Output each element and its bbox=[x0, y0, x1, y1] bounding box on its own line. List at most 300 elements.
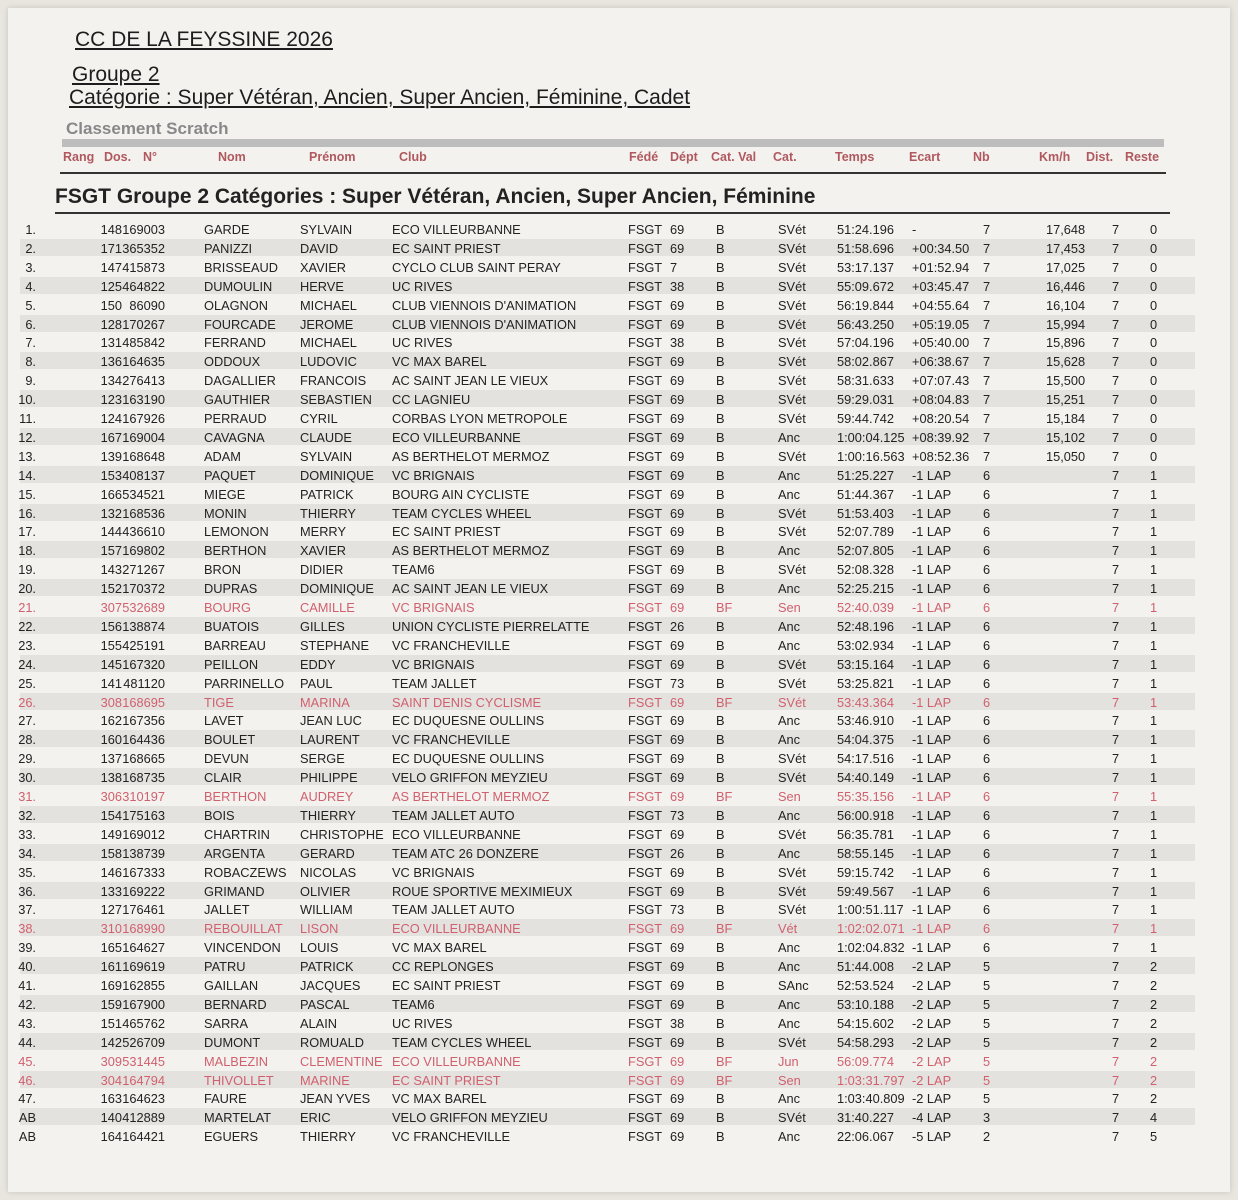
cell-fede: FSGT bbox=[628, 694, 663, 710]
cell-reste: 0 bbox=[1150, 373, 1158, 389]
cell-dist: 7 bbox=[1112, 278, 1120, 294]
cell-dos: 156 bbox=[100, 618, 122, 634]
cell-fede: FSGT bbox=[628, 297, 663, 313]
cell-temps: 56:43.250 bbox=[837, 316, 894, 332]
cell-reste: 2 bbox=[1150, 1015, 1158, 1031]
table-row bbox=[20, 598, 1195, 615]
cell-ecart: -1 LAP bbox=[912, 883, 952, 899]
cell-dept: 69 bbox=[670, 694, 685, 710]
cell-dos: 304 bbox=[100, 1072, 122, 1088]
cell-prenom: EDDY bbox=[300, 656, 336, 672]
cell-temps: 51:24.196 bbox=[837, 222, 894, 237]
cell-cat: SVét bbox=[778, 864, 806, 880]
cell-ecart: +08:52.36 bbox=[912, 448, 970, 464]
cell-catval: B bbox=[716, 883, 725, 899]
cell-num: 138739 bbox=[122, 845, 165, 861]
cell-dept: 69 bbox=[670, 637, 685, 653]
cell-kmh: 15,500 bbox=[1046, 373, 1086, 389]
cell-temps: 56:09.774 bbox=[837, 1053, 894, 1069]
cell-reste: 1 bbox=[1150, 940, 1158, 956]
cell-nom: BOIS bbox=[204, 807, 235, 823]
cell-temps: 57:04.196 bbox=[837, 335, 894, 351]
cell-dept: 69 bbox=[670, 524, 685, 540]
cell-club: ECO VILLEURBANNE bbox=[392, 921, 521, 937]
cell-club: TEAM6 bbox=[392, 562, 435, 578]
cell-cat: SVét bbox=[778, 883, 806, 899]
table-row bbox=[20, 900, 1195, 917]
cell-ecart: -2 LAP bbox=[912, 1034, 952, 1050]
cell-prenom: JEAN LUC bbox=[300, 713, 362, 729]
cell-fede: FSGT bbox=[628, 1034, 663, 1050]
cell-temps: 56:35.781 bbox=[837, 826, 894, 842]
cell-dept: 73 bbox=[670, 675, 685, 691]
cell-dos: 153 bbox=[100, 467, 122, 483]
cell-club: TEAM CYCLES WHEEL bbox=[392, 1034, 532, 1050]
cell-rang: AB bbox=[18, 1129, 36, 1145]
cell-catval: B bbox=[716, 392, 725, 408]
table-row bbox=[20, 258, 1195, 275]
cell-rang: 17. bbox=[18, 524, 36, 540]
cell-dept: 69 bbox=[670, 505, 685, 521]
cell-dept: 73 bbox=[670, 902, 685, 918]
cell-rang: 11. bbox=[19, 411, 36, 426]
cell-nom: MARTELAT bbox=[204, 1110, 272, 1126]
cell-dept: 69 bbox=[670, 222, 685, 237]
cell-ecart: -5 LAP bbox=[912, 1129, 952, 1145]
cell-fede: FSGT bbox=[628, 1091, 663, 1107]
cell-rang: 4. bbox=[25, 278, 36, 294]
cell-temps: 54:15.602 bbox=[837, 1015, 894, 1031]
cell-ecart: -1 LAP bbox=[912, 807, 952, 823]
cell-ecart: -1 LAP bbox=[912, 694, 952, 710]
cell-num: 425191 bbox=[122, 637, 165, 653]
cell-reste: 1 bbox=[1150, 713, 1158, 729]
table-row bbox=[20, 787, 1195, 804]
cell-reste: 1 bbox=[1150, 675, 1158, 691]
cell-club: ROUE SPORTIVE MEXIMIEUX bbox=[392, 883, 573, 899]
cell-ecart: +05:19.05 bbox=[912, 316, 970, 332]
cell-cat: SVét bbox=[778, 222, 806, 237]
cell-dept: 69 bbox=[670, 486, 685, 502]
cell-temps: 1:00:04.125 bbox=[837, 429, 905, 445]
cell-dist: 7 bbox=[1112, 656, 1120, 672]
cell-fede: FSGT bbox=[628, 826, 663, 842]
cell-nb: 6 bbox=[983, 600, 991, 615]
cell-prenom: CYRIL bbox=[300, 411, 338, 426]
cell-rang: 8. bbox=[25, 354, 36, 370]
cell-dept: 26 bbox=[670, 618, 685, 634]
table-row bbox=[20, 579, 1195, 596]
cell-rang: 23. bbox=[18, 637, 36, 653]
cell-fede: FSGT bbox=[628, 486, 663, 502]
cell-ecart: -1 LAP bbox=[912, 562, 952, 578]
cell-nb: 6 bbox=[983, 732, 991, 748]
cell-catval: B bbox=[716, 354, 725, 370]
cell-reste: 1 bbox=[1150, 883, 1158, 899]
cell-temps: 55:09.672 bbox=[837, 278, 894, 294]
cell-club: EC SAINT PRIEST bbox=[392, 978, 501, 993]
cell-dept: 69 bbox=[670, 1034, 685, 1050]
cell-rang: 35. bbox=[18, 864, 36, 880]
cell-fede: FSGT bbox=[628, 600, 663, 615]
cell-rang: 41. bbox=[18, 978, 36, 993]
cell-prenom: LOUIS bbox=[300, 940, 339, 956]
cell-num: 526709 bbox=[122, 1034, 165, 1050]
cell-catval: B bbox=[716, 543, 725, 559]
cell-catval: B bbox=[716, 996, 725, 1012]
cell-catval: B bbox=[716, 732, 725, 748]
cell-ecart: -2 LAP bbox=[912, 978, 952, 993]
cell-club: VC FRANCHEVILLE bbox=[392, 1129, 511, 1145]
cell-num: 408137 bbox=[122, 467, 165, 483]
cell-nb: 5 bbox=[983, 1072, 991, 1088]
cell-dept: 69 bbox=[670, 543, 685, 559]
cell-reste: 2 bbox=[1150, 978, 1158, 993]
cell-club: TEAM JALLET AUTO bbox=[392, 807, 515, 823]
cell-temps: 54:17.516 bbox=[837, 751, 894, 767]
cell-prenom: GERARD bbox=[300, 845, 355, 861]
table-row bbox=[20, 277, 1195, 294]
col-rang: Rang bbox=[63, 150, 95, 164]
cell-nom: BRISSEAUD bbox=[204, 259, 278, 275]
cell-num: 176461 bbox=[122, 902, 165, 918]
cell-ecart: -1 LAP bbox=[912, 675, 952, 691]
cell-catval: B bbox=[716, 1129, 725, 1145]
cell-nom: MIEGE bbox=[204, 486, 246, 502]
section-title: FSGT Groupe 2 Catégories : Super Vétéran, Ancien, Super Ancien, Féminine bbox=[55, 185, 816, 208]
cell-temps: 59:49.567 bbox=[837, 883, 894, 899]
cell-prenom: DIDIER bbox=[300, 562, 344, 578]
cell-temps: 56:00.918 bbox=[837, 807, 894, 823]
cell-club: EC SAINT PRIEST bbox=[392, 1072, 501, 1088]
cell-catval: B bbox=[716, 675, 725, 691]
table-row bbox=[20, 863, 1195, 880]
col-club: Club bbox=[399, 150, 427, 164]
cell-rang: 40. bbox=[18, 959, 36, 975]
cell-fede: FSGT bbox=[628, 656, 663, 672]
cell-dist: 7 bbox=[1112, 826, 1120, 842]
cell-nb: 6 bbox=[983, 524, 991, 540]
cell-kmh: 15,102 bbox=[1046, 429, 1086, 445]
cell-dept: 69 bbox=[670, 789, 685, 804]
cell-nb: 6 bbox=[983, 751, 991, 767]
cell-num: 531445 bbox=[122, 1053, 165, 1069]
cell-cat: Anc bbox=[778, 581, 801, 597]
cell-ecart: -1 LAP bbox=[912, 524, 952, 540]
cell-catval: B bbox=[716, 959, 725, 975]
cell-catval: B bbox=[716, 411, 725, 426]
cell-rang: 19. bbox=[18, 562, 36, 578]
categories-title: Catégorie : Super Vétéran, Ancien, Super Ancien, Féminine, Cadet bbox=[69, 86, 691, 109]
cell-club: ECO VILLEURBANNE bbox=[392, 1053, 521, 1069]
cell-cat: SVét bbox=[778, 826, 806, 842]
cell-rang: 15. bbox=[18, 486, 36, 502]
cell-cat: SVét bbox=[778, 373, 806, 389]
cell-prenom: CAMILLE bbox=[300, 600, 355, 615]
cell-prenom: MERRY bbox=[300, 524, 346, 540]
cell-club: VC BRIGNAIS bbox=[392, 600, 475, 615]
cell-fede: FSGT bbox=[628, 770, 663, 786]
cell-temps: 1:02:02.071 bbox=[837, 921, 905, 937]
cell-dos: 169 bbox=[100, 978, 122, 993]
cell-nom: PEILLON bbox=[204, 656, 259, 672]
cell-reste: 1 bbox=[1150, 864, 1158, 880]
cell-prenom: SERGE bbox=[300, 751, 345, 767]
cell-nb: 6 bbox=[983, 543, 991, 559]
cell-nom: ROBACZEWS bbox=[204, 864, 287, 880]
cell-cat: Anc bbox=[778, 996, 801, 1012]
cell-fede: FSGT bbox=[628, 429, 663, 445]
table-row bbox=[20, 315, 1195, 332]
cell-fede: FSGT bbox=[628, 732, 663, 748]
cell-dist: 7 bbox=[1112, 392, 1120, 408]
cell-prenom: WILLIAM bbox=[300, 902, 353, 918]
cell-dos: 146 bbox=[100, 864, 122, 880]
cell-rang: 1. bbox=[25, 222, 36, 237]
cell-nb: 6 bbox=[983, 486, 991, 502]
cell-catval: B bbox=[716, 1091, 725, 1107]
cell-reste: 0 bbox=[1150, 448, 1158, 464]
cell-prenom: XAVIER bbox=[300, 259, 346, 275]
cell-dept: 69 bbox=[670, 373, 685, 389]
cell-club: VC MAX BAREL bbox=[392, 940, 487, 956]
cell-ecart: -1 LAP bbox=[912, 637, 952, 653]
cell-dist: 7 bbox=[1112, 675, 1120, 691]
cell-nom: THIVOLLET bbox=[204, 1072, 274, 1088]
cell-num: 167926 bbox=[122, 411, 165, 426]
cell-dept: 38 bbox=[670, 1015, 685, 1031]
cell-num: 86090 bbox=[129, 297, 165, 313]
cell-prenom: ERIC bbox=[300, 1110, 331, 1126]
cell-reste: 4 bbox=[1150, 1110, 1158, 1126]
cell-num: 175163 bbox=[122, 807, 165, 823]
cell-reste: 1 bbox=[1150, 770, 1158, 786]
table-row bbox=[20, 976, 1195, 993]
cell-ecart: -2 LAP bbox=[912, 996, 952, 1012]
cell-ecart: +01:52.94 bbox=[912, 259, 970, 275]
col-temps: Temps bbox=[835, 150, 875, 164]
cell-dos: 309 bbox=[100, 1053, 122, 1069]
cell-catval: B bbox=[716, 751, 725, 767]
cell-ecart: -1 LAP bbox=[912, 845, 952, 861]
cell-dos: 151 bbox=[100, 1015, 122, 1031]
cell-reste: 2 bbox=[1150, 1072, 1158, 1088]
cell-nom: SARRA bbox=[204, 1015, 249, 1031]
cell-num: 170267 bbox=[122, 316, 165, 332]
table-row bbox=[20, 617, 1195, 634]
cell-ecart: +05:40.00 bbox=[912, 335, 970, 351]
cell-club: UC RIVES bbox=[392, 1015, 453, 1031]
cell-fede: FSGT bbox=[628, 240, 663, 256]
cell-fede: FSGT bbox=[628, 581, 663, 597]
cell-ecart: -2 LAP bbox=[912, 1091, 952, 1107]
cell-catval: B bbox=[716, 562, 725, 578]
cell-dept: 69 bbox=[670, 562, 685, 578]
cell-prenom: JEAN YVES bbox=[300, 1091, 371, 1107]
cell-temps: 52:53.524 bbox=[837, 978, 894, 993]
cell-catval: B bbox=[716, 581, 725, 597]
table-row bbox=[20, 693, 1195, 710]
cell-ecart: -1 LAP bbox=[912, 543, 952, 559]
cell-dept: 69 bbox=[670, 600, 685, 615]
cell-rang: 3. bbox=[25, 259, 36, 275]
cell-fede: FSGT bbox=[628, 316, 663, 332]
cell-dist: 7 bbox=[1112, 543, 1120, 559]
cell-dist: 7 bbox=[1112, 921, 1120, 937]
cell-cat: Anc bbox=[778, 1091, 801, 1107]
cell-prenom: OLIVIER bbox=[300, 883, 351, 899]
cell-temps: 59:29.031 bbox=[837, 392, 894, 408]
cell-rang: 32. bbox=[18, 807, 36, 823]
cell-dos: 155 bbox=[100, 637, 122, 653]
cell-club: TEAM ATC 26 DONZERE bbox=[392, 845, 539, 861]
cell-catval: B bbox=[716, 637, 725, 653]
cell-cat: Sen bbox=[778, 1072, 801, 1088]
cell-cat: SVét bbox=[778, 411, 806, 426]
cell-catval: B bbox=[716, 656, 725, 672]
cell-nb: 7 bbox=[983, 335, 991, 351]
cell-cat: SVét bbox=[778, 354, 806, 370]
cell-club: CC REPLONGES bbox=[392, 959, 494, 975]
cell-fede: FSGT bbox=[628, 467, 663, 483]
cell-temps: 51:25.227 bbox=[837, 467, 894, 483]
cell-dist: 7 bbox=[1112, 297, 1120, 313]
cell-nom: FAURE bbox=[204, 1091, 247, 1107]
cell-cat: Anc bbox=[778, 940, 801, 956]
cell-kmh: 15,184 bbox=[1046, 411, 1086, 426]
col-nom: Nom bbox=[218, 150, 246, 164]
cell-reste: 1 bbox=[1150, 826, 1158, 842]
cell-reste: 0 bbox=[1150, 392, 1158, 408]
cell-prenom: PASCAL bbox=[300, 996, 350, 1012]
cell-cat: Vét bbox=[778, 921, 798, 937]
cell-catval: B bbox=[716, 467, 725, 483]
cell-nb: 7 bbox=[983, 240, 991, 256]
table-row bbox=[20, 1071, 1195, 1088]
table-row bbox=[20, 409, 1195, 426]
cell-dos: 161 bbox=[100, 959, 122, 975]
cell-ecart: +04:55.64 bbox=[912, 297, 970, 313]
cell-rang: 33. bbox=[18, 826, 36, 842]
cell-prenom: STEPHANE bbox=[300, 637, 369, 653]
cell-dos: 154 bbox=[100, 807, 122, 823]
table-row bbox=[20, 352, 1195, 369]
cell-dist: 7 bbox=[1112, 411, 1120, 426]
cell-dos: 157 bbox=[100, 543, 122, 559]
cell-cat: Anc bbox=[778, 543, 801, 559]
cell-rang: 14. bbox=[18, 467, 36, 483]
table-row bbox=[20, 825, 1195, 842]
cell-nom: BARREAU bbox=[204, 637, 266, 653]
cell-club: TEAM JALLET bbox=[392, 675, 477, 691]
cell-club: EC DUQUESNE OULLINS bbox=[392, 713, 545, 729]
col-dept: Dépt bbox=[670, 150, 698, 164]
cell-reste: 1 bbox=[1150, 524, 1158, 540]
cell-rang: 44. bbox=[18, 1034, 36, 1050]
cell-reste: 1 bbox=[1150, 600, 1158, 615]
cell-rang: 25. bbox=[18, 675, 36, 691]
cell-prenom: NICOLAS bbox=[300, 864, 357, 880]
cell-dos: 127 bbox=[100, 902, 122, 918]
cell-dos: 144 bbox=[100, 524, 122, 540]
cell-num: 436610 bbox=[122, 524, 165, 540]
cell-dist: 7 bbox=[1112, 618, 1120, 634]
cell-catval: B bbox=[716, 1034, 725, 1050]
cell-cat: Anc bbox=[778, 845, 801, 861]
cell-nom: PANIZZI bbox=[204, 240, 253, 256]
cell-nb: 7 bbox=[983, 354, 991, 370]
cell-num: 169012 bbox=[122, 826, 165, 842]
cell-reste: 2 bbox=[1150, 1091, 1158, 1107]
cell-rang: 42. bbox=[18, 996, 36, 1012]
cell-temps: 53:43.364 bbox=[837, 694, 894, 710]
cell-dept: 69 bbox=[670, 1129, 685, 1145]
cell-num: 465762 bbox=[122, 1015, 165, 1031]
cell-club: CORBAS LYON METROPOLE bbox=[392, 411, 568, 426]
cell-prenom: FRANCOIS bbox=[300, 373, 367, 389]
cell-rang: 20. bbox=[18, 581, 36, 597]
cell-dept: 69 bbox=[670, 883, 685, 899]
cell-dos: 160 bbox=[100, 732, 122, 748]
cell-ecart: +06:38.67 bbox=[912, 354, 970, 370]
cell-cat: SVét bbox=[778, 392, 806, 408]
cell-nb: 6 bbox=[983, 883, 991, 899]
cell-dist: 7 bbox=[1112, 694, 1120, 710]
cell-ecart: -2 LAP bbox=[912, 959, 952, 975]
cell-dos: 138 bbox=[100, 770, 122, 786]
cell-prenom: LISON bbox=[300, 921, 339, 937]
cell-dept: 69 bbox=[670, 411, 685, 426]
cell-ecart: +08:04.83 bbox=[912, 392, 970, 408]
cell-num: 534521 bbox=[122, 486, 165, 502]
cell-dept: 69 bbox=[670, 996, 685, 1012]
cell-dept: 69 bbox=[670, 581, 685, 597]
cell-rang: 28. bbox=[18, 732, 36, 748]
cell-ecart: -1 LAP bbox=[912, 713, 952, 729]
cell-reste: 1 bbox=[1150, 562, 1158, 578]
cell-club: VELO GRIFFON MEYZIEU bbox=[392, 1110, 548, 1126]
cell-kmh: 15,994 bbox=[1046, 316, 1086, 332]
cell-club: VC MAX BAREL bbox=[392, 1091, 487, 1107]
cell-nom: PAQUET bbox=[204, 467, 256, 483]
cell-club: VC BRIGNAIS bbox=[392, 467, 475, 483]
cell-reste: 1 bbox=[1150, 505, 1158, 521]
cell-club: EC SAINT PRIEST bbox=[392, 240, 501, 256]
cell-reste: 0 bbox=[1150, 222, 1158, 237]
cell-fede: FSGT bbox=[628, 637, 663, 653]
cell-cat: SVét bbox=[778, 505, 806, 521]
cell-temps: 52:07.789 bbox=[837, 524, 894, 540]
cell-num: 365352 bbox=[122, 240, 165, 256]
cell-prenom: PATRICK bbox=[300, 486, 354, 502]
table-row bbox=[20, 995, 1195, 1012]
cell-dist: 7 bbox=[1112, 713, 1120, 729]
cell-num: 169004 bbox=[122, 429, 165, 445]
cell-nb: 7 bbox=[983, 448, 991, 464]
cell-temps: 52:07.805 bbox=[837, 543, 894, 559]
col-catval: Cat. Val bbox=[711, 150, 757, 164]
cell-cat: SVét bbox=[778, 902, 806, 918]
cell-dist: 7 bbox=[1112, 996, 1120, 1012]
cell-fede: FSGT bbox=[628, 921, 663, 937]
cell-dept: 69 bbox=[670, 448, 685, 464]
table-row bbox=[20, 730, 1195, 747]
cell-fede: FSGT bbox=[628, 392, 663, 408]
cell-temps: 58:31.633 bbox=[837, 373, 894, 389]
col-ecart: Ecart bbox=[909, 150, 941, 164]
cell-temps: 53:15.164 bbox=[837, 656, 894, 672]
cell-nom: BERTHON bbox=[204, 543, 267, 559]
